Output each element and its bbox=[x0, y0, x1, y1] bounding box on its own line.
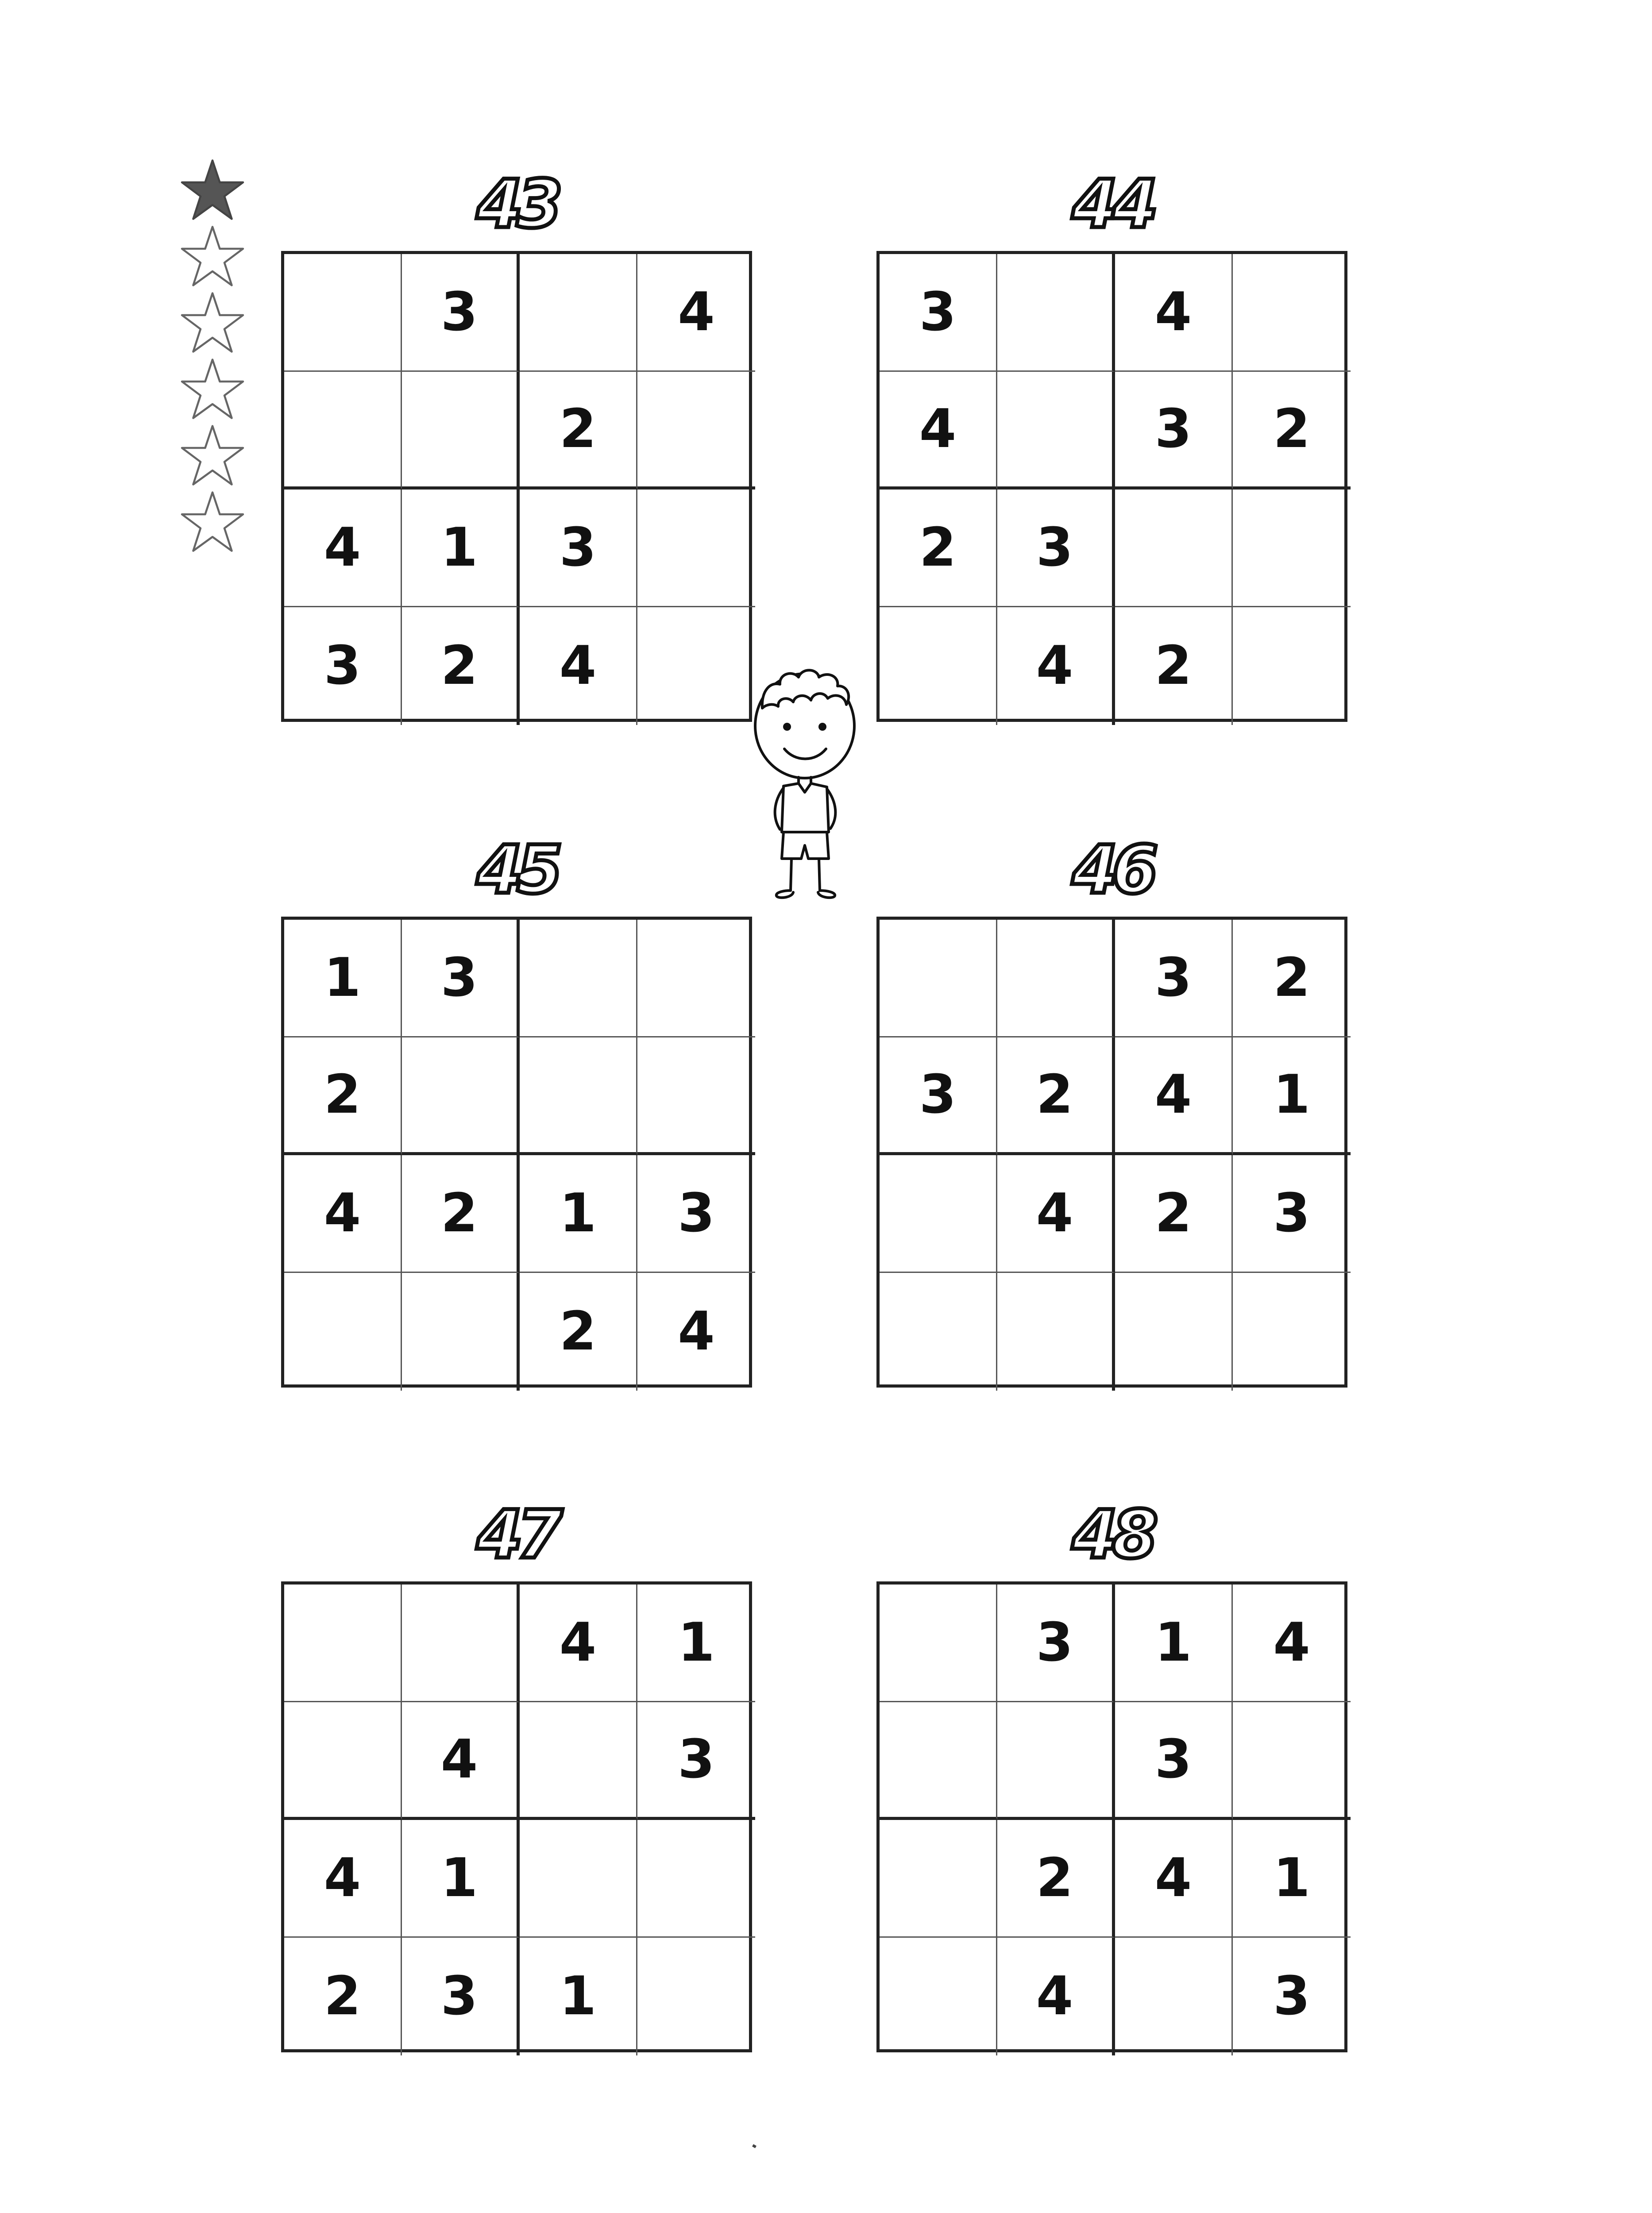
grid-cell[interactable] bbox=[880, 607, 997, 725]
grid-cell[interactable] bbox=[880, 1273, 997, 1391]
grid-cell[interactable] bbox=[880, 1155, 997, 1273]
grid-cell[interactable] bbox=[402, 1585, 520, 1702]
grid-cell[interactable] bbox=[997, 254, 1115, 372]
grid-cell[interactable] bbox=[880, 1820, 997, 1938]
grid-cell[interactable]: 3 bbox=[402, 1938, 520, 2055]
grid-cell[interactable] bbox=[637, 920, 755, 1037]
grid-cell[interactable] bbox=[997, 1273, 1115, 1391]
grid-cell[interactable] bbox=[637, 1820, 755, 1938]
star-icon bbox=[179, 224, 246, 290]
grid-cell[interactable]: 2 bbox=[880, 490, 997, 607]
puzzle-number: 44 bbox=[1072, 166, 1152, 243]
grid-cell[interactable] bbox=[997, 920, 1115, 1037]
sudoku-grid bbox=[281, 251, 752, 722]
puzzle-number: 46 bbox=[1072, 832, 1152, 909]
grid-cell[interactable] bbox=[520, 254, 637, 372]
grid-cell[interactable] bbox=[637, 1037, 755, 1155]
cartoon-boy-illustration bbox=[753, 664, 868, 903]
grid-cell[interactable]: 1 bbox=[402, 1820, 520, 1938]
star-icon bbox=[179, 356, 246, 423]
grid-cell[interactable] bbox=[637, 607, 755, 725]
grid-cell[interactable]: 4 bbox=[284, 490, 402, 607]
grid-cell[interactable]: 4 bbox=[637, 254, 755, 372]
grid-cell[interactable]: 3 bbox=[402, 254, 520, 372]
grid-cell[interactable] bbox=[1233, 607, 1351, 725]
puzzle-number: 45 bbox=[476, 832, 557, 909]
grid-cell[interactable]: 1 bbox=[1115, 1585, 1233, 1702]
grid-cell[interactable]: 3 bbox=[1115, 1702, 1233, 1820]
sudoku-grid bbox=[876, 251, 1347, 722]
grid-cell[interactable]: 3 bbox=[637, 1702, 755, 1820]
sudoku-grid bbox=[281, 917, 752, 1388]
grid-cell[interactable]: 4 bbox=[284, 1155, 402, 1273]
star-icon bbox=[179, 489, 246, 555]
grid-cell[interactable] bbox=[637, 490, 755, 607]
grid-cell[interactable] bbox=[997, 1702, 1115, 1820]
sudoku-grid bbox=[281, 1581, 752, 2052]
grid-cell[interactable]: 3 bbox=[997, 490, 1115, 607]
grid-cell[interactable]: 1 bbox=[1233, 1037, 1351, 1155]
grid-cell[interactable]: 1 bbox=[637, 1585, 755, 1702]
grid-cell[interactable]: 4 bbox=[402, 1702, 520, 1820]
ink-speck bbox=[752, 2144, 757, 2148]
grid-cell[interactable]: 3 bbox=[637, 1155, 755, 1273]
grid-cell[interactable] bbox=[1115, 1273, 1233, 1391]
sudoku-grid bbox=[876, 1581, 1347, 2052]
grid-cell[interactable]: 4 bbox=[997, 607, 1115, 725]
grid-cell[interactable]: 3 bbox=[997, 1585, 1115, 1702]
grid-cell[interactable] bbox=[520, 920, 637, 1037]
grid-cell[interactable]: 2 bbox=[402, 1155, 520, 1273]
grid-cell[interactable]: 4 bbox=[1233, 1585, 1351, 1702]
difficulty-rating bbox=[179, 157, 255, 555]
grid-cell[interactable]: 4 bbox=[1115, 254, 1233, 372]
grid-cell[interactable]: 1 bbox=[284, 920, 402, 1037]
grid-cell[interactable]: 2 bbox=[1233, 920, 1351, 1037]
grid-cell[interactable]: 2 bbox=[284, 1938, 402, 2055]
grid-cell[interactable]: 1 bbox=[520, 1938, 637, 2055]
grid-cell[interactable] bbox=[284, 1585, 402, 1702]
grid-cell[interactable]: 3 bbox=[880, 254, 997, 372]
sudoku-grid bbox=[876, 917, 1347, 1388]
grid-cell[interactable] bbox=[402, 372, 520, 490]
grid-cell[interactable]: 3 bbox=[1233, 1155, 1351, 1273]
grid-cell[interactable]: 4 bbox=[1115, 1820, 1233, 1938]
grid-cell[interactable]: 1 bbox=[520, 1155, 637, 1273]
grid-cell[interactable]: 2 bbox=[1115, 607, 1233, 725]
grid-cell[interactable] bbox=[284, 1273, 402, 1391]
grid-cell[interactable]: 1 bbox=[402, 490, 520, 607]
grid-cell[interactable] bbox=[402, 1037, 520, 1155]
grid-cell[interactable]: 2 bbox=[520, 372, 637, 490]
grid-cell[interactable] bbox=[880, 1702, 997, 1820]
grid-cell[interactable] bbox=[880, 1585, 997, 1702]
grid-cell[interactable]: 2 bbox=[997, 1820, 1115, 1938]
grid-cell[interactable]: 4 bbox=[880, 372, 997, 490]
grid-cell[interactable] bbox=[284, 1702, 402, 1820]
grid-cell[interactable]: 3 bbox=[1273, 1966, 1310, 2027]
grid-cell[interactable]: 2 bbox=[520, 1273, 637, 1391]
grid-cell[interactable]: 4 bbox=[997, 1938, 1115, 2055]
grid-cell[interactable]: 4 bbox=[997, 1155, 1115, 1273]
grid-cell[interactable] bbox=[520, 1702, 637, 1820]
grid-cell[interactable]: 4 bbox=[520, 1585, 637, 1702]
grid-cell[interactable]: 3 bbox=[402, 920, 520, 1037]
puzzle-number: 43 bbox=[476, 166, 557, 243]
grid-cell[interactable]: 4 bbox=[284, 1820, 402, 1938]
grid-cell[interactable]: 2 bbox=[1115, 1155, 1233, 1273]
grid-cell[interactable] bbox=[1115, 1938, 1233, 2055]
grid-cell[interactable] bbox=[1233, 254, 1351, 372]
grid-cell[interactable]: 2 bbox=[1233, 372, 1351, 490]
grid-cell[interactable] bbox=[880, 1938, 997, 2055]
grid-cell[interactable]: 2 bbox=[402, 607, 520, 725]
star-icon bbox=[179, 290, 246, 356]
grid-cell[interactable]: 3 bbox=[520, 490, 637, 607]
grid-cell[interactable] bbox=[997, 372, 1115, 490]
grid-cell[interactable]: 4 bbox=[678, 1301, 715, 1362]
grid-cell[interactable]: 2 bbox=[284, 1037, 402, 1155]
grid-cell[interactable] bbox=[637, 1938, 755, 2055]
puzzle-number: 47 bbox=[476, 1496, 557, 1573]
grid-cell[interactable] bbox=[1233, 490, 1351, 607]
grid-cell[interactable] bbox=[520, 1037, 637, 1155]
star-icon bbox=[179, 423, 246, 489]
grid-cell[interactable]: 1 bbox=[1233, 1820, 1351, 1938]
puzzle-number: 48 bbox=[1072, 1496, 1152, 1573]
grid-cell[interactable] bbox=[1233, 1702, 1351, 1820]
grid-cell[interactable]: 3 bbox=[1115, 920, 1233, 1037]
grid-cell[interactable]: 4 bbox=[520, 607, 637, 725]
grid-cell[interactable] bbox=[1233, 1273, 1351, 1391]
grid-cell[interactable]: 3 bbox=[880, 1037, 997, 1155]
grid-cell[interactable] bbox=[402, 1273, 520, 1391]
grid-cell[interactable]: 2 bbox=[997, 1037, 1115, 1155]
grid-cell[interactable] bbox=[637, 372, 755, 490]
grid-cell[interactable] bbox=[880, 920, 997, 1037]
grid-cell[interactable] bbox=[520, 1820, 637, 1938]
grid-cell[interactable] bbox=[284, 254, 402, 372]
grid-cell[interactable] bbox=[1115, 490, 1233, 607]
grid-cell[interactable]: 3 bbox=[284, 607, 402, 725]
star-icon bbox=[179, 157, 246, 224]
grid-cell[interactable]: 4 bbox=[1115, 1037, 1233, 1155]
grid-cell[interactable]: 3 bbox=[1115, 372, 1233, 490]
grid-cell[interactable] bbox=[284, 372, 402, 490]
